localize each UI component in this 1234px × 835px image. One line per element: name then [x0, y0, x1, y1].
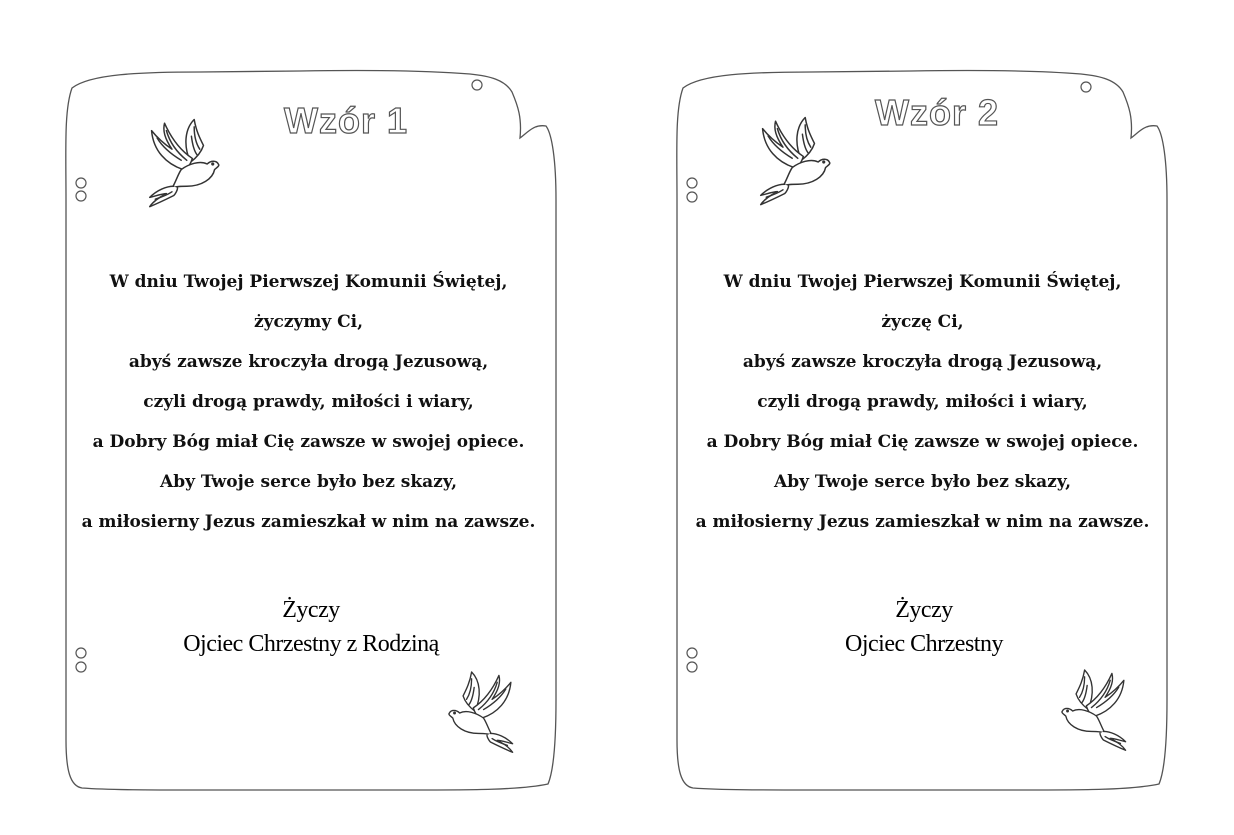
wish-line: W dniu Twojej Pierwszej Komunii Świętej,	[109, 272, 508, 292]
dove-icon	[757, 110, 833, 214]
signature-line: Życzy	[282, 597, 340, 623]
wish-line: czyli drogą prawdy, miłości i wiary,	[757, 392, 1088, 412]
wish-line: a miłosierny Jezus zamieszkał w nim na zawsze.	[695, 512, 1150, 532]
signature-line: Życzy	[895, 597, 953, 623]
dove-icon	[146, 112, 222, 216]
wish-line: a miłosierny Jezus zamieszkał w nim na zawsze.	[81, 512, 536, 532]
signature	[749, 593, 1099, 661]
dove-icon	[446, 666, 516, 760]
wish-line: a Dobry Bóg miał Cię zawsze w swojej opiece.	[92, 432, 525, 452]
wish-line: abyś zawsze kroczyła drogą Jezusową,	[742, 352, 1103, 372]
signature-line: Ojciec Chrzestny z Rodziną	[183, 631, 439, 657]
card-title: Wzór 1	[284, 100, 409, 141]
wish-line: a Dobry Bóg miał Cię zawsze w swojej opiece.	[706, 432, 1139, 452]
dove-icon	[1059, 664, 1129, 758]
wish-line: Aby Twoje serce było bez skazy,	[160, 472, 457, 492]
wish-text	[614, 262, 1231, 542]
wish-text	[0, 262, 617, 542]
signature	[136, 593, 486, 661]
card-wzor-2	[617, 0, 1234, 835]
wish-line: czyli drogą prawdy, miłości i wiary,	[143, 392, 474, 412]
wish-line: Aby Twoje serce było bez skazy,	[774, 472, 1071, 492]
signature-line: Ojciec Chrzestny	[845, 631, 1003, 657]
wish-line: życzę Ci,	[881, 312, 964, 332]
wish-line: abyś zawsze kroczyła drogą Jezusową,	[128, 352, 489, 372]
wish-line: W dniu Twojej Pierwszej Komunii Świętej,	[723, 272, 1122, 292]
card-title: Wzór 2	[875, 92, 1000, 133]
wish-line: życzymy Ci,	[253, 312, 364, 332]
